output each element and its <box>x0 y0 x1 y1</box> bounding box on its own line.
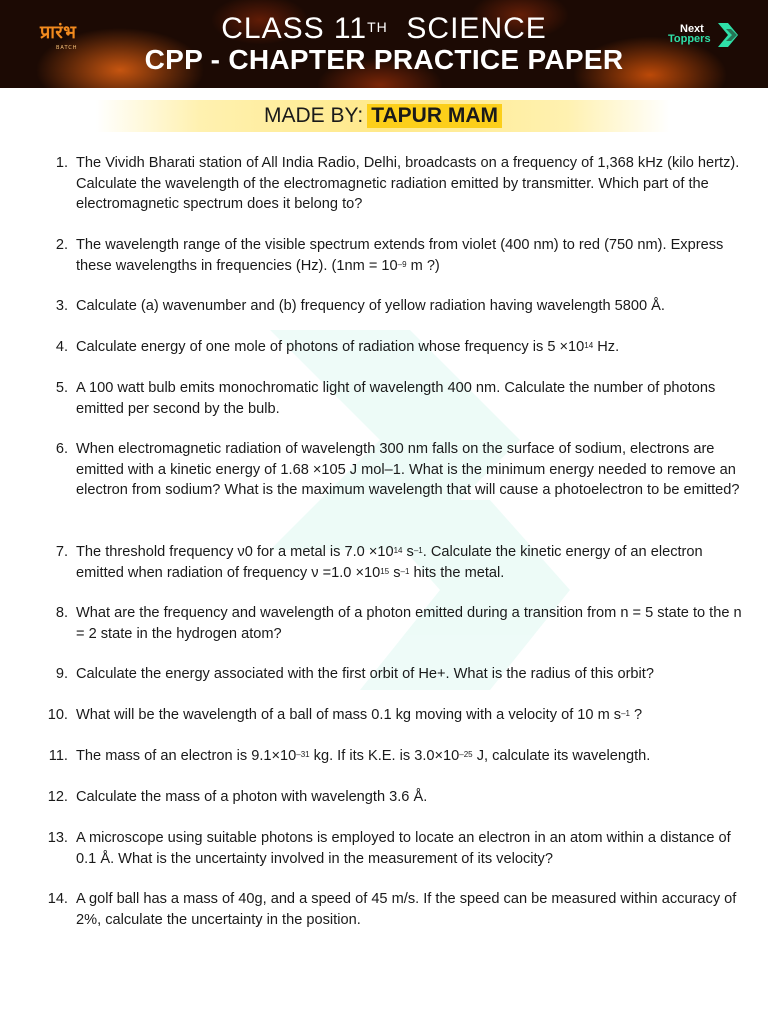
question-text <box>76 746 746 767</box>
class-title-sup: TH <box>367 19 388 35</box>
question-text: A microscope using suitable photons is employed to locate an electron in an atom within a distance of 0.1 Å. What is the uncertainty involved in the measurement of its velocity? <box>76 830 731 867</box>
question-text-part: What will be the wavelength of a ball of mass 0.1 kg moving with a velocity of 10 m s <box>76 707 622 723</box>
question-text-part: m ?) <box>406 257 440 274</box>
logo-right-line2: Toppers <box>668 33 711 45</box>
question-number: 4. <box>55 339 68 355</box>
superscript: –25 <box>459 750 473 759</box>
question-number: 3. <box>55 298 68 314</box>
question-text: Calculate the energy associated with the first orbit of He+. What is the radius of this orbit? <box>76 666 654 682</box>
question-text: What are the frequency and wavelength of a photon emitted during a transition from n = 5 state to the n = 2 state in the hydrogen atom? <box>76 605 742 642</box>
question-number: 5. <box>55 380 68 396</box>
question-text <box>76 337 746 358</box>
question-text-part: The threshold frequency ν0 for a metal is 7.0 ×10 <box>76 544 394 560</box>
class-title-text: CLASS 11 <box>221 12 368 45</box>
question-number: 9. <box>55 666 68 682</box>
question-text-part: kg. If its K.E. is 3.0×10 <box>309 748 460 764</box>
question-text: Calculate the mass of a photon with wavelength 3.6 Å. <box>76 789 428 805</box>
superscript: –9 <box>397 259 407 269</box>
question-text: Calculate (a) wavenumber and (b) frequency of yellow radiation having wavelength 5800 Å. <box>76 298 665 314</box>
question-text: When electromagnetic radiation of wavelength 300 nm falls on the surface of sodium, electrons are emitted with a kinetic energy of 1.68 ×105 J mol–1. What is the minimum energy needed to remove an electron from sodium? What is the maximum wavelength that will cause a photoelectron to be emitted? <box>76 441 740 498</box>
question-number: 13. <box>47 830 68 846</box>
question-text-part: ? <box>630 707 643 723</box>
superscript: –1 <box>400 566 410 576</box>
question-text-part: The wavelength range of the visible spectrum extends from violet (400 nm) to red (750 nm). Express these wavelengths in frequencies (Hz). (1nm = 10 <box>76 237 724 274</box>
superscript: –1 <box>621 709 630 718</box>
question-number: 10. <box>47 707 68 723</box>
question-text-part: Hz. <box>593 339 620 355</box>
question-text: A golf ball has a mass of 40g, and a speed of 45 m/s. If the speed can be measured within accuracy of 2%, calculate the uncertainty in the position. <box>76 891 737 928</box>
question-number: 2. <box>55 237 68 253</box>
question-text-part: hits the metal. <box>409 564 505 581</box>
author-name: TAPUR MAM <box>367 104 502 128</box>
logo-left-subtext: BATCH <box>56 45 78 51</box>
made-by-label: MADE BY: <box>264 104 364 127</box>
question-number: 8. <box>55 605 68 621</box>
question-number: 11. <box>48 748 68 764</box>
logo-right-line1: Next <box>680 23 704 35</box>
question-number: 7. <box>55 544 68 560</box>
question-text <box>76 542 746 583</box>
question-text-part: . Calculate the kinetic energy of an electron emitted when radiation of frequency ν =1.0 ×10 <box>76 544 703 581</box>
question-text: The Vividh Bharati station of All India Radio, Delhi, broadcasts on a frequency of 1,368 kHz (kilo hertz). Calculate the wavelength of the electromagnetic radiation emitted by transmitter. Which part of the electromagnetic spectrum does it belong to? <box>76 155 740 212</box>
question-text-part: s <box>402 544 414 560</box>
superscript: –31 <box>296 750 310 759</box>
superscript: 14 <box>584 341 594 350</box>
question-text-part: J, calculate its wavelength. <box>472 748 651 764</box>
paper-title: CPP - CHAPTER PRACTICE PAPER <box>144 44 624 75</box>
question-number: 6. <box>55 441 68 457</box>
question-number: 14. <box>47 891 68 907</box>
subject-title: SCIENCE <box>406 12 547 45</box>
question-text: A 100 watt bulb emits monochromatic light of wavelength 400 nm. Calculate the number of photons emitted per second by the bulb. <box>76 380 716 417</box>
question-text-part: s <box>389 564 401 581</box>
question-text <box>76 705 746 726</box>
question-text <box>76 235 746 276</box>
superscript: 15 <box>380 566 390 576</box>
logo-left-text: प्रारंभ <box>40 22 77 43</box>
superscript: 14 <box>393 546 403 555</box>
question-text-part: Calculate energy of one mole of photons of radiation whose frequency is 5 ×10 <box>76 339 585 355</box>
question-text-part: The mass of an electron is 9.1×10 <box>76 748 297 764</box>
question-number: 1. <box>55 155 68 171</box>
superscript: –1 <box>413 546 423 555</box>
question-number: 12. <box>47 789 68 805</box>
